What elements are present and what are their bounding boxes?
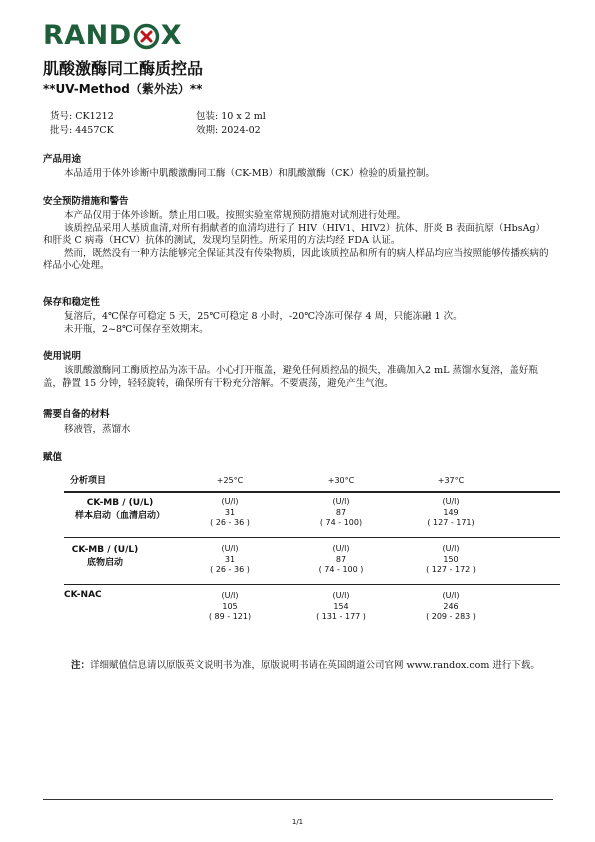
analyte-name: CK-MB / (U/L) [71, 545, 139, 555]
cell-range: ( 74 - 100 ) [318, 565, 364, 574]
section-body-safety [43, 210, 553, 273]
table-cell [175, 497, 285, 529]
cell-unit: (U/l) [442, 591, 460, 600]
paragraph: 未开瓶，2~8℃可保存至效期末。 [64, 323, 209, 335]
analyte-name: CK-MB / (U/L) [86, 498, 154, 508]
cell-unit: (U/l) [442, 497, 460, 506]
logo-text-part1: RAND [43, 20, 132, 51]
cell-value: 31 [224, 554, 236, 564]
cell-range: ( 131 - 177 ) [316, 612, 366, 621]
paragraph: 本产品仅用于体外诊断。禁止用口吸。按照实验室常规预防措施对试剂进行处理。 [64, 210, 407, 221]
catalog-number: 货号: CK1212 [50, 111, 114, 122]
section-body-usage [43, 365, 553, 390]
column-header-37c: +37°C [437, 476, 465, 485]
cell-unit: (U/l) [332, 544, 350, 553]
section-heading-usage: 使用说明 [43, 351, 82, 362]
section-heading-intended-use: 产品用途 [43, 154, 82, 165]
cell-value: 150 [443, 554, 459, 564]
cell-unit: (U/l) [221, 544, 239, 553]
package-size: 包装: 10 x 2 ml [196, 111, 266, 122]
section-heading-safety: 安全预防措施和警告 [43, 196, 129, 207]
table-cell [286, 591, 396, 623]
table-row-label [64, 589, 124, 602]
paragraph: 复溶后，4℃保存可稳定 5 天，25℃可稳定 8 小时，-20℃冷冻可保存 4 周，只能冻融 1 次。 [64, 311, 463, 322]
section-body-storage [43, 311, 553, 336]
randox-logo [43, 22, 182, 50]
note-text: 详细赋值信息请以原版英文说明书为准，原版说明书请在英国朗道公司官网 www.randox.com 进行下载。 [90, 660, 540, 671]
lot-number: 批号: 4457CK [50, 125, 114, 136]
paragraph: 移液管，蒸馏水 [64, 424, 131, 435]
section-body-materials [43, 424, 553, 437]
cell-value: 149 [443, 507, 459, 517]
section-body-intended-use [43, 168, 553, 181]
table-cell [286, 544, 396, 576]
cell-unit: (U/l) [332, 591, 350, 600]
cell-unit: (U/l) [221, 591, 239, 600]
cell-range: ( 209 - 283 ) [426, 612, 476, 621]
table-cell [286, 497, 396, 529]
analyte-name: CK-NAC [64, 590, 102, 600]
section-heading-assigned-values: 赋值 [43, 452, 63, 463]
page-number: 1/1 [291, 818, 304, 826]
analyte-method: 样本启动（血清启动） [74, 511, 165, 521]
table-header-rule [64, 491, 560, 493]
table-row-label [40, 544, 170, 570]
footer-divider [43, 799, 553, 800]
section-heading-storage: 保存和稳定性 [43, 297, 101, 308]
column-header-25c: +25°C [216, 476, 244, 485]
cell-range: ( 89 - 121) [208, 612, 252, 621]
footnote [43, 658, 555, 673]
cell-value: 31 [224, 507, 236, 517]
cell-unit: (U/l) [221, 497, 239, 506]
cell-unit: (U/l) [442, 544, 460, 553]
paragraph: 该肌酸激酶同工酶质控品为冻干品。小心打开瓶盖，避免任何质控品的损失，准确加入2 mL 蒸馏水复溶，盖好瓶盖，静置 15 分钟，轻轻旋转，确保所有干粉充分溶解。不要震荡，避免产生气泡。 [43, 365, 538, 389]
table-cell [396, 544, 506, 576]
logo-text-part2: X [160, 20, 183, 51]
table-cell [175, 591, 285, 623]
cell-value: 105 [222, 601, 238, 611]
section-heading-materials: 需要自备的材料 [43, 409, 110, 420]
expiry-date: 效期: 2024-02 [196, 125, 261, 136]
paragraph: 该质控品采用人基质血清,对所有捐献者的血清均进行了 HIV（HIV1、HIV2）抗体、肝炎 B 表面抗原（HbsAg）和肝炎 C 病毒（HCV）抗体的测试，发现均呈阴性。所采用的方法均经 FDA 认证。 [43, 222, 546, 246]
cell-value: 87 [335, 507, 347, 517]
cell-range: ( 26 - 36 ) [210, 518, 250, 527]
table-cell [396, 497, 506, 529]
analyte-method: 底物启动 [86, 558, 123, 568]
cell-range: ( 74 - 100) [319, 518, 363, 527]
paragraph: 本品适用于体外诊断中肌酸激酶同工酶（CK-MB）和肌酸激酶（CK）检验的质量控制。 [64, 168, 435, 179]
table-row-rule [64, 584, 560, 585]
document-title: 肌酸激酶同工酶质控品 [43, 59, 204, 78]
cell-value: 246 [443, 601, 459, 611]
note-label: 注： [71, 660, 91, 671]
paragraph: 然而，既然没有一种方法能够完全保证其没有传染物质，因此该质控品和所有的病人样品均应当按照能够传播疾病的样品小心处理。 [43, 247, 549, 271]
cell-range: ( 127 - 172 ) [426, 565, 476, 574]
cell-value: 87 [335, 554, 347, 564]
logo-o-mark-icon [133, 23, 160, 50]
cell-value: 154 [333, 601, 349, 611]
cell-unit: (U/l) [332, 497, 350, 506]
table-cell [175, 544, 285, 576]
table-row-rule [64, 537, 560, 538]
table-cell [396, 591, 506, 623]
cell-range: ( 26 - 36 ) [210, 565, 250, 574]
table-row-label [55, 497, 185, 523]
cell-range: ( 127 - 171) [427, 518, 475, 527]
column-header-analyte: 分析项目 [70, 476, 107, 486]
document-subtitle: **UV-Method（紫外法）** [43, 82, 203, 96]
column-header-30c: +30°C [327, 476, 355, 485]
